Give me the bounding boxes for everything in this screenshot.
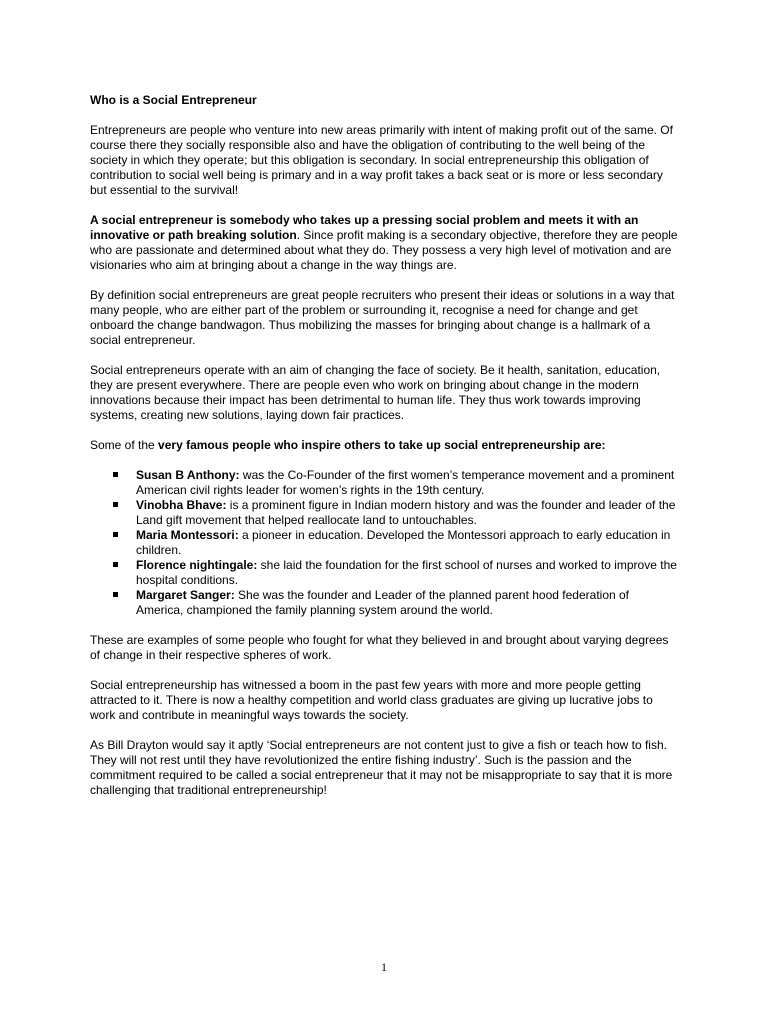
list-item <box>90 588 678 618</box>
document-title: Who is a Social Entrepreneur <box>90 93 257 107</box>
list-item <box>90 528 678 558</box>
square-bullet-icon <box>113 502 118 507</box>
page-number: 1 <box>381 960 387 974</box>
list-item <box>90 558 678 588</box>
people-list <box>90 468 678 618</box>
paragraph-examples: These are examples of some people who fought for what they believed in and brought about varying degrees of change in their respective spheres of work. <box>90 633 669 662</box>
list-item <box>90 468 678 498</box>
document-body <box>90 93 678 813</box>
paragraph-operate: Social entrepreneurs operate with an aim of changing the face of society. Be it health, sanitation, education, they are present everywhere. There are people even who work on bringing about change in the modern innovations because their impact has been detrimental to human life. They thus work towards improving systems, creating new solutions, laying down fair practices. <box>90 363 661 422</box>
definition-text: . Since profit making is a secondary objective, therefore they are people who are passionate and determined about what they do. They possess a very high level of motivation and are visionaries who aim at bringing about a change in the way things are. <box>90 228 678 272</box>
person-description: is a prominent figure in Indian modern history and was the founder and leader of the Land gift movement that helped reallocate land to untouchables. <box>136 498 676 527</box>
definition-bold-text: A social entrepreneur is somebody who takes up a pressing social problem and meets it with an innovative or path breaking solution <box>90 213 639 242</box>
famous-people-bold: very famous people who inspire others to take up social entrepreneurship are: <box>158 438 606 452</box>
paragraph-quote: As Bill Drayton would say it aptly ‘Social entrepreneurs are not content just to give a fish or teach how to fish. They will not rest until they have revolutionized the entire fishing industry’. Such is the passion and the commitment required to be called a social entrepreneur that it may not be misappropriate to say that it is more challenging that traditional entrepreneurship! <box>90 738 673 797</box>
list-item <box>90 498 678 528</box>
square-bullet-icon <box>113 472 118 477</box>
paragraph-recruiters: By definition social entrepreneurs are great people recruiters who present their ideas or solutions in a way that many people, who are either part of the problem or surrounding it, recognise a need for change and get onboard the change bandwagon. Thus mobilizing the masses for bringing about change is a hallmark of a social entrepreneur. <box>90 288 675 347</box>
person-name: Florence nightingale: <box>136 558 258 572</box>
paragraph-definition <box>90 213 678 273</box>
paragraph-intro: Entrepreneurs are people who venture into new areas primarily with intent of making profit out of the same. Of course there they socially responsible also and have the obligation of contributing to the well being of the society in which they operate; but this obligation is secondary. In social entrepreneurship this obligation of contribution to social well being is primary and in a way profit takes a back seat or is more or less secondary but essential to the survival! <box>90 123 673 197</box>
person-name: Maria Montessori: <box>136 528 239 542</box>
person-description: a pioneer in education. Developed the Montessori approach to early education in children. <box>136 528 671 557</box>
paragraph-boom: Social entrepreneurship has witnessed a boom in the past few years with more and more people getting attracted to it. There is now a healthy competition and world class graduates are giving up lucrative jobs to work and contribute in meaningful ways towards the society. <box>90 678 653 722</box>
famous-people-lead: Some of the <box>90 438 159 452</box>
square-bullet-icon <box>113 532 118 537</box>
person-description: was the Co-Founder of the first women’s temperance movement and a prominent American civil rights leader for women’s rights in the 19th century. <box>136 468 675 497</box>
person-description: She was the founder and Leader of the planned parent hood federation of America, championed the family planning system around the world. <box>136 588 630 617</box>
square-bullet-icon <box>113 562 118 567</box>
person-description: she laid the foundation for the first school of nurses and worked to improve the hospital conditions. <box>136 558 677 587</box>
person-name: Susan B Anthony: <box>136 468 240 482</box>
paragraph-famous-people <box>90 438 678 453</box>
square-bullet-icon <box>113 592 118 597</box>
person-name: Vinobha Bhave: <box>136 498 227 512</box>
person-name: Margaret Sanger: <box>136 588 235 602</box>
